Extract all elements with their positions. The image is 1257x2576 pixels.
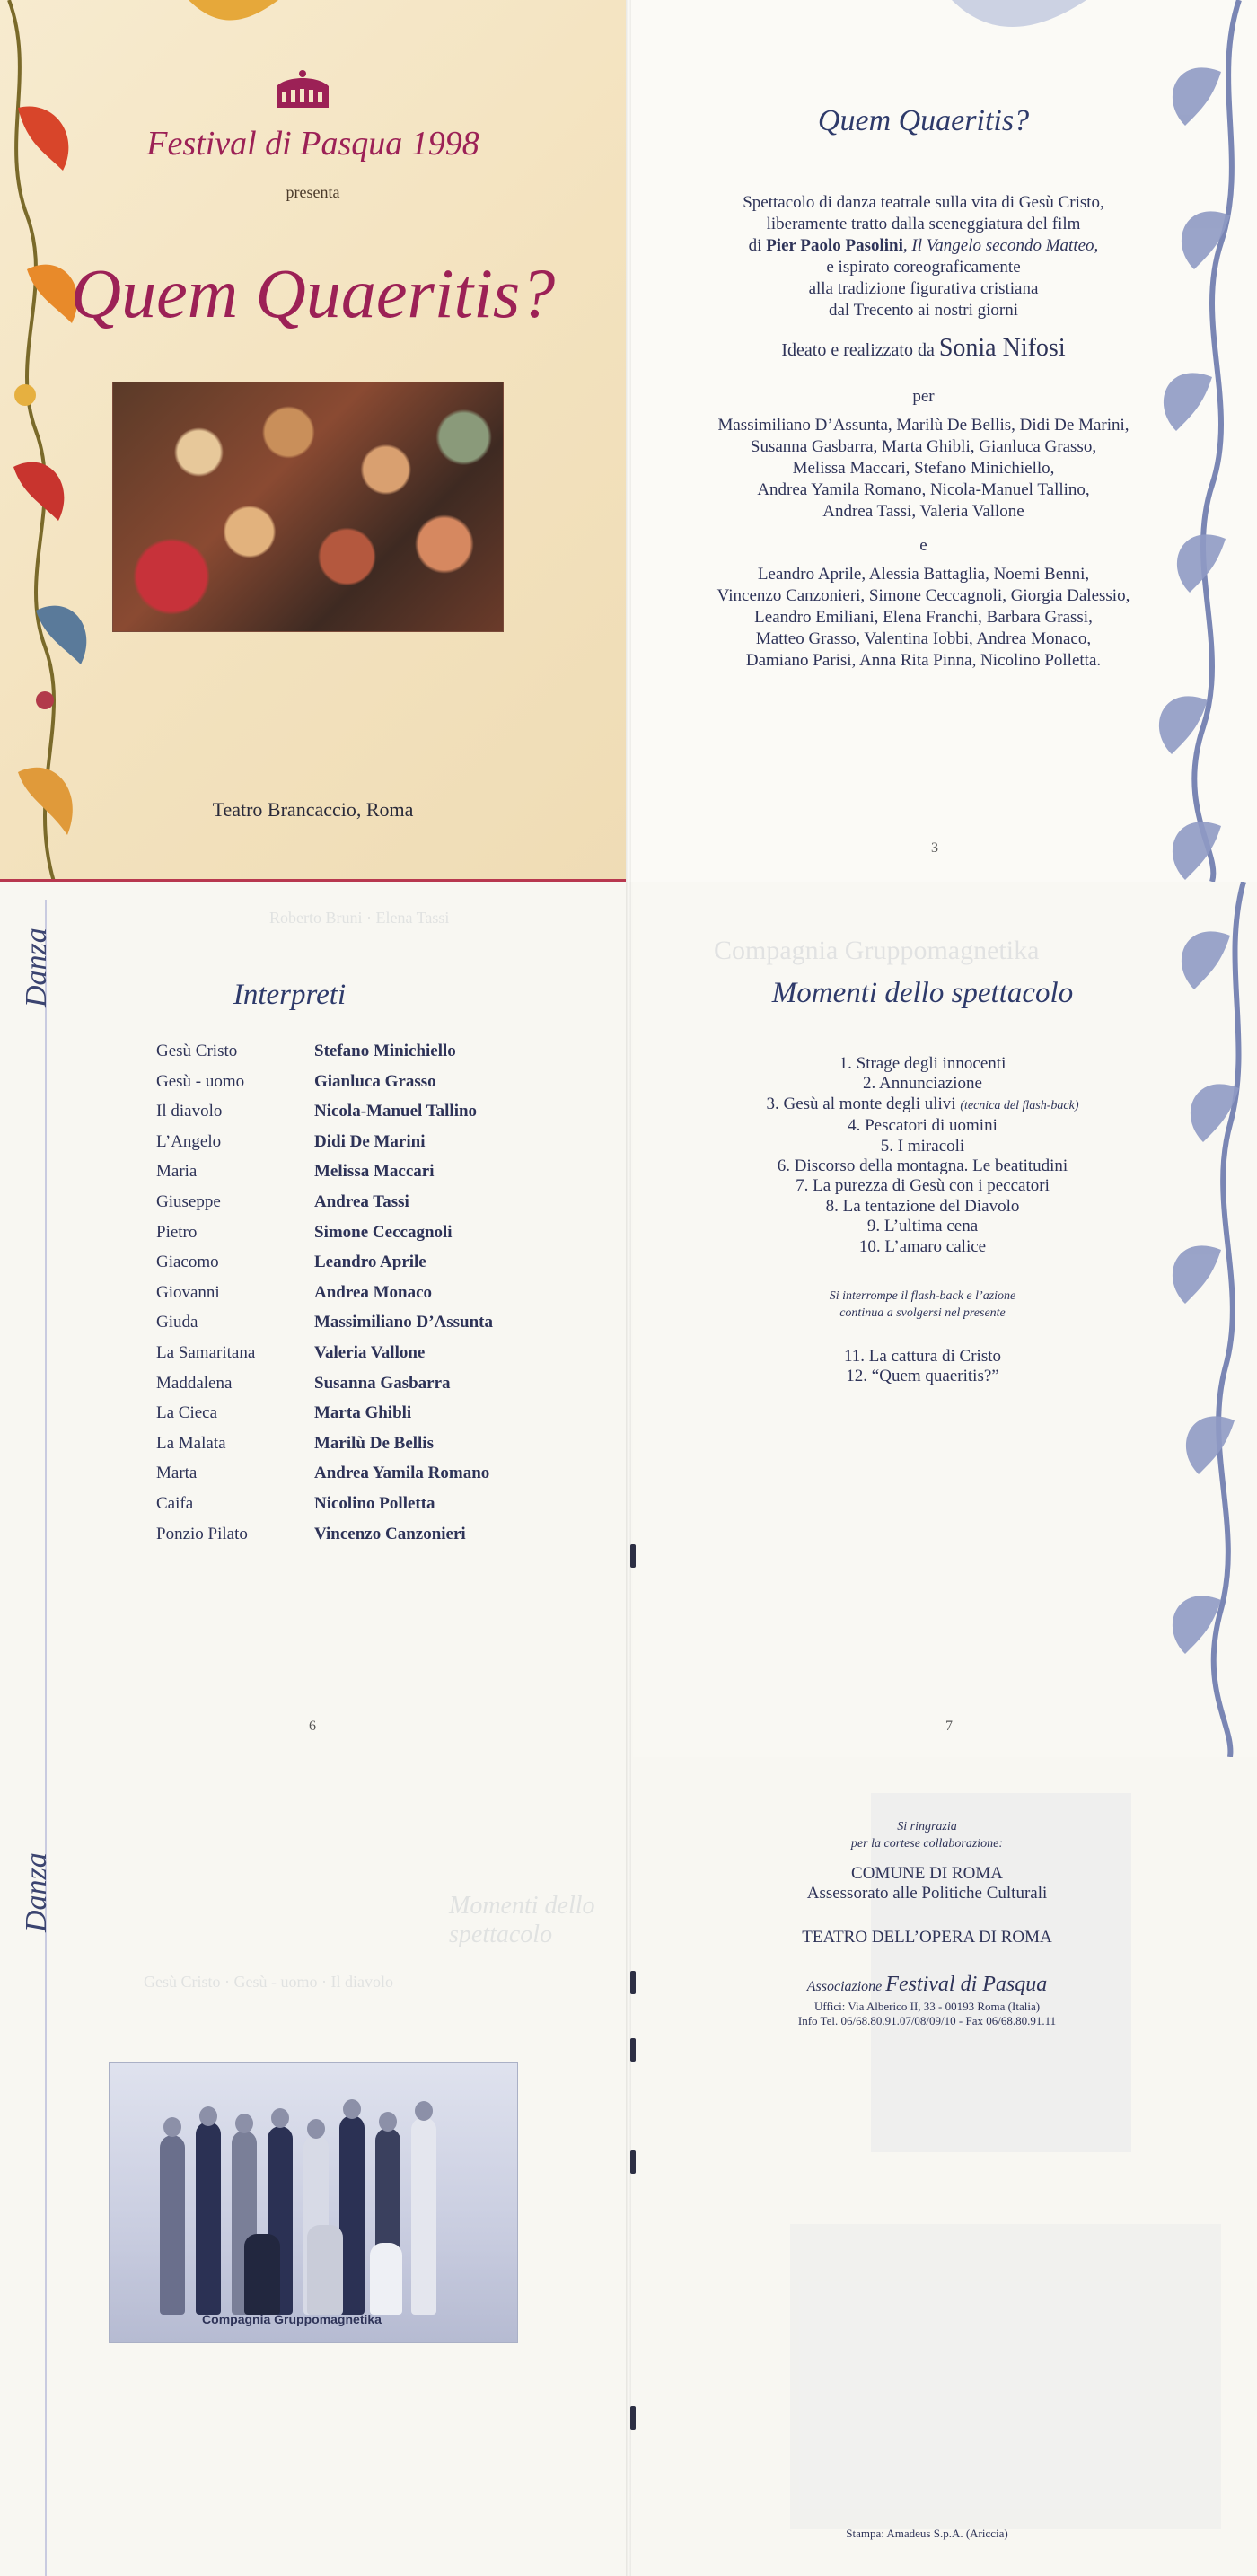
- film-title: , Il Vangelo secondo Matteo,: [902, 236, 1099, 255]
- page-number: 6: [309, 1719, 316, 1734]
- cast-actor: Nicolino Polletta: [314, 1494, 435, 1513]
- cast-actor: Marta Ghibli: [314, 1403, 412, 1423]
- cast-role: Giovanni: [156, 1282, 220, 1302]
- book-gutter: [626, 0, 631, 2576]
- page3-title: Quem Quaeritis?: [817, 104, 1030, 137]
- cast-group-1: Massimiliano D’Assunta, Marilù De Bellis, Didi De Marini, Susanna Gasbarra, Marta Ghibli, Gianluca Grasso, Melissa Maccari, Stefano Minichiello, Andrea Yamila Romano, Nicola-Manuel Tallino, Andrea Tassi, Valeria Vallone: [717, 416, 1130, 521]
- cast-role: Giuda: [156, 1313, 198, 1332]
- contact-info: Uffici: Via Alberico II, 33 - 00193 Roma (Italia) Info Tel. 06/68.80.91.07/08/09/10 - Fax 06/68.80.91.11: [797, 2000, 1057, 2027]
- interpreti-title: Interpreti: [233, 979, 347, 1011]
- cast-actor: Leandro Aprile: [314, 1253, 426, 1272]
- thanks-note: Si ringrazia per la cortese collaborazione:: [850, 1820, 1004, 1851]
- company-photo: [110, 2063, 517, 2342]
- top-ornament-icon: [952, 0, 1086, 45]
- author-name: Sonia Nifosi: [938, 334, 1066, 362]
- cover-painting-image: [113, 382, 503, 631]
- cast-list: [156, 1042, 569, 1598]
- cast-role: La Cieca: [156, 1403, 218, 1423]
- cast-actor: Marilù De Bellis: [314, 1433, 434, 1453]
- colosseum-logo-icon: [273, 68, 332, 113]
- cast-actor: Andrea Yamila Romano: [314, 1464, 490, 1483]
- moments-list-2: 11. La cattura di Cristo 12. “Quem quaeritis?”: [844, 1347, 1001, 1386]
- page-7: Compagnia Gruppomagnetika Momenti dello spettacolo 1. Strage degli innocenti 2. Annunciazione 3. Gesù al monte degli ulivi (tecnica del flash-back) 4. Pescatori di uomini 5. I miracoli 6. Discorso della montagna. Le beatitudini 7. La purezza di Gesù con i peccatori 8. La tentazione del Diavolo 9. L’ultima cena 10. L’amaro calice Si interrompe il flash-back e l’azione continua a svolgersi nel presente 11. La cattura di Cristo 12. “Quem quaeritis?” 7: [633, 882, 1257, 1757]
- cast-actor: Vincenzo Canzonieri: [314, 1524, 466, 1543]
- momenti-title: Momenti dello spettacolo: [771, 977, 1074, 1009]
- desc-line: alla tradizione figurativa cristiana: [808, 279, 1039, 298]
- cast-actor: Didi De Marini: [314, 1131, 426, 1151]
- page-9: [633, 1757, 1257, 2576]
- cast-actor: Melissa Maccari: [314, 1162, 435, 1182]
- desc-line: Spettacolo di danza teatrale sulla vita di Gesù Cristo,: [743, 193, 1104, 212]
- cast-role: Giacomo: [156, 1253, 219, 1272]
- cast-actor: Massimiliano D’Assunta: [314, 1313, 493, 1332]
- per-label: per: [912, 387, 935, 406]
- cast-role: La Malata: [156, 1433, 226, 1453]
- page-8: Danza Momenti dello spettacolo Gesù Cristo · Gesù - uomo · Il diavolo Compagnia Gruppomagnetika: [0, 1757, 633, 2576]
- printer-credit: Stampa: Amadeus S.p.A. (Ariccia): [846, 2527, 1008, 2540]
- ideato-line: Ideato e realizzato da Sonia Nifosi: [781, 334, 1066, 362]
- interlude-note: Si interrompe il flash-back e l’azione continua a svolgersi nel presente: [829, 1289, 1016, 1320]
- description-block: [626, 192, 1257, 321]
- pasolini-name: Pier Paolo Pasolini: [766, 236, 903, 255]
- cast-role: Giuseppe: [156, 1192, 221, 1211]
- page-number: 3: [931, 840, 938, 856]
- desc-line: di Pier Paolo Pasolini, Il Vangelo secondo Matteo,: [748, 236, 1099, 255]
- cast-actor: Gianluca Grasso: [314, 1071, 436, 1091]
- cast-actor: Andrea Monaco: [314, 1282, 433, 1302]
- page-number: 7: [945, 1719, 953, 1734]
- photo-caption: Compagnia Gruppomagnetika: [202, 2312, 382, 2326]
- danza-side-label: Danza: [20, 928, 53, 1007]
- danza-side-label: Danza: [20, 1852, 53, 1932]
- cast-actor: Stefano Minichiello: [314, 1042, 456, 1060]
- cast-role: Maria: [156, 1162, 198, 1182]
- festival-title: Festival di Pasqua 1998: [146, 125, 479, 163]
- leaf-ornament-icon: [189, 0, 287, 36]
- cast-actor: Simone Ceccagnoli: [314, 1222, 453, 1242]
- cast-actor: Valeria Vallone: [314, 1343, 426, 1362]
- cast-role: La Samaritana: [156, 1343, 256, 1362]
- page-6: Danza Roberto Bruni · Elena Tassi Interpreti Gesù Cristo Stefano Minichiello Gesù - uomo Gianluca Grasso Il diavolo Nicola-Manuel Tallino L’Angelo Didi De Marini Maria Melissa Maccari Giuseppe Andrea Tassi Pietro Simone Ceccagnoli Giacomo Leandro Aprile Giovanni Andrea Monaco Giuda Massimiliano D’Assunta La Samaritana Valeria Vallone Maddalena Susanna Gasbarra La Cieca Marta Ghibli La Malata Marilù De Bellis Marta Andrea Yamila Romano Caifa Nicolino Polletta Ponzio Pilato Vincenzo Canzonieri 6: [0, 882, 633, 1757]
- cast-role: Il diavolo: [156, 1102, 223, 1121]
- org-comune: COMUNE DI ROMA Assessorato alle Politiche Culturali: [806, 1864, 1048, 1903]
- venue-label: Teatro Brancaccio, Roma: [212, 798, 414, 821]
- cast-group-2: Leandro Aprile, Alessia Battaglia, Noemi Benni, Vincenzo Canzonieri, Simone Ceccagnoli, Giorgia Dalessio, Leandro Emiliani, Elena Franchi, Barbara Grassi, Matteo Grasso, Valentina Iobbi, Andrea Monaco, Damiano Parisi, Anna Rita Pinna, Nicolino Polletta.: [716, 565, 1130, 670]
- cover-page: [0, 0, 626, 882]
- flashback-note: (tecnica del flash-back): [960, 1098, 1079, 1112]
- desc-line: liberamente tratto dalla sceneggiatura del film: [766, 215, 1081, 233]
- desc-line: e ispirato coreograficamente: [826, 258, 1021, 277]
- cast-role: Maddalena: [156, 1373, 233, 1393]
- cover-title: Quem Quaeritis?: [70, 254, 556, 332]
- cast-role: Ponzio Pilato: [156, 1524, 248, 1543]
- cast-role: Pietro: [156, 1222, 198, 1242]
- association-name: Associazione Festival di Pasqua: [806, 1973, 1048, 1996]
- cast-actor: Susanna Gasbarra: [314, 1373, 451, 1393]
- cast-role: Caifa: [156, 1494, 194, 1513]
- cast-role: L’Angelo: [156, 1131, 222, 1151]
- moments-list: 1. Strage degli innocenti 2. Annunciazione 3. Gesù al monte degli ulivi (tecnica del flash-back) 4. Pescatori di uomini 5. I miracoli 6. Discorso della montagna. Le beatitudini 7. La purezza di Gesù con i peccatori 8. La tentazione del Diavolo 9. L’ultima cena 10. L’amaro calice: [766, 1054, 1079, 1256]
- desc-line: dal Trecento ai nostri giorni: [828, 301, 1019, 320]
- page-3: [626, 0, 1257, 882]
- org-teatro: TEATRO DELL’OPERA DI ROMA: [802, 1928, 1052, 1947]
- presenta-label: presenta: [286, 183, 340, 201]
- cast-role: Gesù Cristo: [156, 1042, 238, 1060]
- e-label: e: [919, 536, 927, 555]
- cover-edge-line: [0, 879, 626, 882]
- margin-rule: [45, 900, 47, 1757]
- cast-actor: Nicola-Manuel Tallino: [314, 1102, 478, 1121]
- cast-role: Gesù - uomo: [156, 1071, 245, 1091]
- cast-role: Marta: [156, 1464, 198, 1483]
- cast-actor: Andrea Tassi: [314, 1192, 409, 1211]
